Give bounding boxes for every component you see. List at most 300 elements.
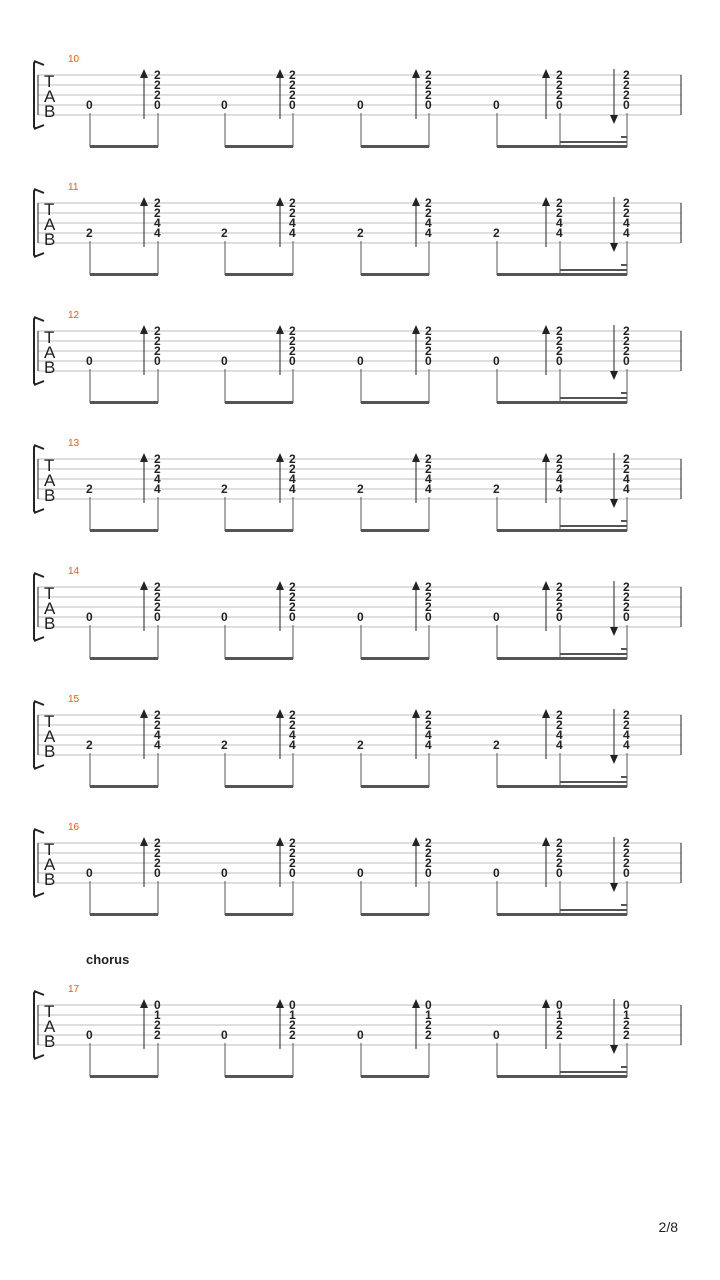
tab-note-bass: 0 xyxy=(357,98,364,112)
upstroke-arrow-icon xyxy=(140,453,148,462)
tab-note-chord: 2 xyxy=(556,836,563,850)
tab-note-chord: 0 xyxy=(289,610,296,624)
tab-note-chord: 4 xyxy=(556,472,563,486)
note-beam xyxy=(90,785,158,788)
tab-note-chord: 2 xyxy=(425,324,432,338)
tab-note-chord: 2 xyxy=(289,708,296,722)
tab-note-chord: 0 xyxy=(425,354,432,368)
tab-note-chord: 2 xyxy=(425,1028,432,1042)
note-beam xyxy=(497,273,627,276)
tab-note-chord: 2 xyxy=(623,196,630,210)
tab-note-bass: 0 xyxy=(357,1028,364,1042)
tab-note-chord: 4 xyxy=(425,482,432,496)
tab-note-chord: 4 xyxy=(556,738,563,752)
tab-clef-letter: A xyxy=(44,599,56,618)
tab-note-bass: 0 xyxy=(221,1028,228,1042)
tab-note-chord: 0 xyxy=(425,610,432,624)
tab-note-chord: 4 xyxy=(425,226,432,240)
tab-note-chord: 4 xyxy=(556,482,563,496)
tab-note-chord: 0 xyxy=(289,998,296,1012)
tab-clef-letter: A xyxy=(44,727,56,746)
tab-note-chord: 4 xyxy=(425,472,432,486)
measure-number: 16 xyxy=(68,822,80,833)
tab-note-bass: 2 xyxy=(357,738,364,752)
tab-note-chord: 2 xyxy=(556,462,563,476)
tab-note-bass: 0 xyxy=(357,610,364,624)
tab-note-chord: 2 xyxy=(623,580,630,594)
tab-note-chord: 4 xyxy=(289,482,296,496)
tab-note-chord: 2 xyxy=(425,856,432,870)
tab-clef-letter: T xyxy=(44,72,55,91)
note-beam xyxy=(90,401,158,404)
tab-clef-letter: B xyxy=(44,1032,56,1051)
tab-note-chord: 4 xyxy=(623,472,630,486)
upstroke-arrow-icon xyxy=(412,325,420,334)
tab-note-chord: 4 xyxy=(289,738,296,752)
tab-note-chord: 2 xyxy=(556,1028,563,1042)
bracket-top-hook xyxy=(34,829,44,833)
upstroke-arrow-icon xyxy=(276,837,284,846)
tab-note-bass: 2 xyxy=(357,482,364,496)
tab-note-bass: 2 xyxy=(86,226,93,240)
bracket-top-hook xyxy=(34,573,44,577)
note-beam-flag xyxy=(621,264,627,266)
downstroke-arrow-icon xyxy=(610,883,618,892)
upstroke-arrow-icon xyxy=(276,197,284,206)
upstroke-arrow-icon xyxy=(412,709,420,718)
tab-note-chord: 4 xyxy=(154,472,161,486)
tab-note-chord: 0 xyxy=(154,866,161,880)
tab-note-chord: 0 xyxy=(154,998,161,1012)
note-beam-flag xyxy=(621,520,627,522)
tab-clef-letter: T xyxy=(44,456,55,475)
tab-note-chord: 2 xyxy=(289,324,296,338)
tab-note-chord: 2 xyxy=(623,718,630,732)
tab-note-chord: 2 xyxy=(425,1018,432,1032)
tab-note-bass: 0 xyxy=(221,98,228,112)
tab-note-chord: 2 xyxy=(623,590,630,604)
note-beam-secondary xyxy=(560,1071,627,1073)
tab-note-chord: 2 xyxy=(154,718,161,732)
tab-note-chord: 2 xyxy=(154,856,161,870)
tab-note-chord: 2 xyxy=(425,88,432,102)
note-beam xyxy=(361,785,429,788)
tab-note-chord: 2 xyxy=(425,334,432,348)
bracket-bottom-hook xyxy=(34,637,44,641)
tab-note-chord: 2 xyxy=(154,452,161,466)
tab-note-chord: 2 xyxy=(289,846,296,860)
tab-clef-letter: A xyxy=(44,215,56,234)
tab-note-chord: 2 xyxy=(425,344,432,358)
tab-note-chord: 2 xyxy=(289,334,296,348)
tab-note-chord: 0 xyxy=(289,866,296,880)
tab-note-chord: 2 xyxy=(154,836,161,850)
note-beam-secondary xyxy=(560,781,627,783)
tab-note-chord: 4 xyxy=(289,728,296,742)
tab-note-bass: 0 xyxy=(493,1028,500,1042)
bracket-bottom-hook xyxy=(34,253,44,257)
tab-clef-letter: A xyxy=(44,87,56,106)
tab-note-chord: 2 xyxy=(425,206,432,220)
tab-note-bass: 0 xyxy=(221,610,228,624)
note-beam-secondary xyxy=(560,269,627,271)
tab-note-chord: 2 xyxy=(556,1018,563,1032)
bracket-bottom-hook xyxy=(34,509,44,513)
tab-note-chord: 2 xyxy=(289,68,296,82)
bracket-bottom-hook xyxy=(34,125,44,129)
tab-note-chord: 2 xyxy=(425,452,432,466)
tab-note-chord: 2 xyxy=(289,718,296,732)
note-beam xyxy=(90,529,158,532)
tab-clef-letter: T xyxy=(44,712,55,731)
tab-note-chord: 2 xyxy=(154,334,161,348)
tab-note-chord: 0 xyxy=(154,354,161,368)
tab-note-chord: 2 xyxy=(556,580,563,594)
upstroke-arrow-icon xyxy=(542,325,550,334)
bracket-top-hook xyxy=(34,991,44,995)
tab-note-chord: 4 xyxy=(425,728,432,742)
upstroke-arrow-icon xyxy=(140,69,148,78)
tab-note-chord: 4 xyxy=(556,728,563,742)
note-beam xyxy=(361,145,429,148)
tab-note-bass: 0 xyxy=(86,1028,93,1042)
tab-clef-letter: A xyxy=(44,471,56,490)
downstroke-arrow-icon xyxy=(610,115,618,124)
upstroke-arrow-icon xyxy=(276,69,284,78)
tab-note-chord: 2 xyxy=(154,600,161,614)
note-beam xyxy=(225,145,293,148)
tab-note-chord: 0 xyxy=(623,610,630,624)
note-beam xyxy=(361,913,429,916)
note-beam xyxy=(90,657,158,660)
tab-note-chord: 2 xyxy=(556,452,563,466)
tab-note-chord: 0 xyxy=(556,354,563,368)
downstroke-arrow-icon xyxy=(610,243,618,252)
tab-note-bass: 2 xyxy=(221,482,228,496)
upstroke-arrow-icon xyxy=(542,581,550,590)
tab-note-chord: 4 xyxy=(623,738,630,752)
tab-note-chord: 4 xyxy=(154,482,161,496)
tab-note-chord: 2 xyxy=(154,590,161,604)
upstroke-arrow-icon xyxy=(412,837,420,846)
note-beam xyxy=(497,913,627,916)
tab-note-chord: 4 xyxy=(556,226,563,240)
upstroke-arrow-icon xyxy=(276,581,284,590)
note-beam xyxy=(225,273,293,276)
upstroke-arrow-icon xyxy=(542,197,550,206)
upstroke-arrow-icon xyxy=(276,999,284,1008)
tab-note-chord: 2 xyxy=(556,68,563,82)
upstroke-arrow-icon xyxy=(140,581,148,590)
bracket-top-hook xyxy=(34,317,44,321)
tab-note-chord: 2 xyxy=(425,462,432,476)
page-number: 2/8 xyxy=(658,1219,678,1235)
note-beam-flag xyxy=(621,1066,627,1068)
tab-note-bass: 0 xyxy=(221,866,228,880)
note-beam-flag xyxy=(621,648,627,650)
tab-note-chord: 2 xyxy=(289,452,296,466)
bracket-top-hook xyxy=(34,61,44,65)
tab-clef-letter: B xyxy=(44,614,56,633)
tab-note-chord: 2 xyxy=(556,324,563,338)
tab-note-chord: 2 xyxy=(289,78,296,92)
tab-clef-letter: B xyxy=(44,870,56,889)
bracket-top-hook xyxy=(34,445,44,449)
tab-note-bass: 2 xyxy=(221,738,228,752)
downstroke-arrow-icon xyxy=(610,627,618,636)
tab-note-bass: 2 xyxy=(86,482,93,496)
note-beam xyxy=(225,657,293,660)
tab-note-chord: 2 xyxy=(289,462,296,476)
tab-note-chord: 0 xyxy=(154,98,161,112)
upstroke-arrow-icon xyxy=(542,69,550,78)
tab-clef-letter: B xyxy=(44,358,56,377)
system-bracket xyxy=(34,317,36,385)
tab-clef-letter: B xyxy=(44,102,56,121)
tab-note-chord: 0 xyxy=(556,98,563,112)
tab-note-chord: 2 xyxy=(623,1018,630,1032)
tab-note-chord: 4 xyxy=(623,482,630,496)
tab-note-chord: 2 xyxy=(154,462,161,476)
tab-clef-letter: B xyxy=(44,742,56,761)
tab-note-chord: 2 xyxy=(623,452,630,466)
tab-note-bass: 0 xyxy=(86,98,93,112)
note-beam-flag xyxy=(621,904,627,906)
tab-note-chord: 2 xyxy=(289,344,296,358)
tab-note-chord: 2 xyxy=(623,846,630,860)
tab-note-chord: 2 xyxy=(623,78,630,92)
tab-note-chord: 2 xyxy=(425,78,432,92)
tab-note-chord: 2 xyxy=(556,600,563,614)
tab-note-chord: 4 xyxy=(154,728,161,742)
tab-note-chord: 2 xyxy=(623,836,630,850)
tab-note-chord: 2 xyxy=(623,88,630,102)
tab-clef-letter: B xyxy=(44,230,56,249)
note-beam xyxy=(225,913,293,916)
tab-note-chord: 2 xyxy=(556,590,563,604)
tab-note-chord: 2 xyxy=(154,1018,161,1032)
tab-note-chord: 4 xyxy=(623,728,630,742)
tab-note-chord: 2 xyxy=(556,708,563,722)
tab-note-chord: 1 xyxy=(556,1008,563,1022)
tab-note-chord: 2 xyxy=(623,462,630,476)
tab-note-chord: 1 xyxy=(289,1008,296,1022)
tab-note-chord: 2 xyxy=(425,846,432,860)
bracket-top-hook xyxy=(34,701,44,705)
tab-clef-letter: T xyxy=(44,328,55,347)
note-beam-flag xyxy=(621,392,627,394)
upstroke-arrow-icon xyxy=(140,837,148,846)
tab-clef-letter: A xyxy=(44,855,56,874)
tab-note-chord: 0 xyxy=(425,998,432,1012)
note-beam-secondary xyxy=(560,141,627,143)
note-beam xyxy=(361,529,429,532)
upstroke-arrow-icon xyxy=(276,453,284,462)
system-bracket xyxy=(34,573,36,641)
upstroke-arrow-icon xyxy=(140,325,148,334)
tab-note-chord: 0 xyxy=(425,866,432,880)
tab-clef-letter: T xyxy=(44,1002,55,1021)
tab-note-chord: 2 xyxy=(623,324,630,338)
tab-clef-letter: B xyxy=(44,486,56,505)
note-beam xyxy=(497,657,627,660)
tab-note-chord: 4 xyxy=(154,738,161,752)
bracket-bottom-hook xyxy=(34,765,44,769)
tab-note-chord: 0 xyxy=(289,98,296,112)
tab-note-bass: 0 xyxy=(493,98,500,112)
tab-note-chord: 2 xyxy=(425,836,432,850)
tab-note-bass: 0 xyxy=(493,866,500,880)
tab-note-chord: 2 xyxy=(289,88,296,102)
downstroke-arrow-icon xyxy=(610,1045,618,1054)
tab-note-chord: 2 xyxy=(623,856,630,870)
note-beam xyxy=(90,913,158,916)
note-beam xyxy=(90,273,158,276)
tab-note-bass: 0 xyxy=(493,354,500,368)
tab-note-bass: 2 xyxy=(493,226,500,240)
system-bracket xyxy=(34,445,36,513)
tab-note-chord: 2 xyxy=(623,600,630,614)
tab-note-bass: 0 xyxy=(86,354,93,368)
measure-number: 17 xyxy=(68,984,80,995)
tab-clef-letter: T xyxy=(44,840,55,859)
tab-note-chord: 4 xyxy=(425,216,432,230)
tab-note-chord: 2 xyxy=(556,78,563,92)
note-beam xyxy=(497,529,627,532)
note-beam xyxy=(497,401,627,404)
tab-note-chord: 4 xyxy=(289,472,296,486)
upstroke-arrow-icon xyxy=(140,709,148,718)
tab-note-chord: 2 xyxy=(623,206,630,220)
upstroke-arrow-icon xyxy=(412,197,420,206)
tab-note-chord: 2 xyxy=(556,334,563,348)
measure-number: 12 xyxy=(68,310,80,321)
tab-note-chord: 2 xyxy=(623,334,630,348)
tab-note-chord: 2 xyxy=(556,88,563,102)
tab-note-chord: 2 xyxy=(154,206,161,220)
note-beam xyxy=(361,273,429,276)
system-bracket xyxy=(34,991,36,1059)
downstroke-arrow-icon xyxy=(610,755,618,764)
tab-note-chord: 2 xyxy=(556,718,563,732)
upstroke-arrow-icon xyxy=(140,999,148,1008)
tab-note-chord: 0 xyxy=(556,610,563,624)
note-beam xyxy=(225,1075,293,1078)
bracket-bottom-hook xyxy=(34,1055,44,1059)
tab-note-chord: 4 xyxy=(154,226,161,240)
measure-number: 15 xyxy=(68,694,80,705)
measure-number: 11 xyxy=(68,182,79,193)
tab-note-chord: 2 xyxy=(623,708,630,722)
note-beam xyxy=(225,529,293,532)
tab-note-chord: 2 xyxy=(289,1018,296,1032)
tab-note-chord: 2 xyxy=(623,68,630,82)
section-label: chorus xyxy=(86,952,130,967)
tab-note-chord: 2 xyxy=(425,590,432,604)
tab-note-chord: 0 xyxy=(623,866,630,880)
note-beam xyxy=(361,657,429,660)
tab-note-bass: 0 xyxy=(86,610,93,624)
note-beam-secondary xyxy=(560,397,627,399)
tab-note-chord: 2 xyxy=(623,1028,630,1042)
note-beam xyxy=(497,145,627,148)
tab-clef-letter: T xyxy=(44,200,55,219)
tab-note-chord: 2 xyxy=(425,580,432,594)
tab-note-chord: 4 xyxy=(154,216,161,230)
tab-note-chord: 0 xyxy=(289,354,296,368)
tab-clef-letter: A xyxy=(44,1017,56,1036)
tab-note-chord: 2 xyxy=(154,846,161,860)
tab-note-chord: 4 xyxy=(556,216,563,230)
tab-note-chord: 0 xyxy=(556,866,563,880)
tab-note-chord: 2 xyxy=(289,580,296,594)
tab-note-chord: 2 xyxy=(425,600,432,614)
upstroke-arrow-icon xyxy=(412,999,420,1008)
tab-note-chord: 2 xyxy=(556,344,563,358)
tab-clef-letter: T xyxy=(44,584,55,603)
note-beam-secondary xyxy=(560,909,627,911)
note-beam xyxy=(225,401,293,404)
system-bracket xyxy=(34,189,36,257)
downstroke-arrow-icon xyxy=(610,499,618,508)
measure-number: 13 xyxy=(68,438,80,449)
tab-note-bass: 0 xyxy=(221,354,228,368)
tab-note-chord: 2 xyxy=(154,580,161,594)
tab-clef-letter: A xyxy=(44,343,56,362)
note-beam-secondary xyxy=(560,653,627,655)
tab-note-bass: 2 xyxy=(221,226,228,240)
tab-note-chord: 1 xyxy=(425,1008,432,1022)
tab-note-chord: 0 xyxy=(425,98,432,112)
tab-note-chord: 0 xyxy=(623,354,630,368)
tab-note-chord: 2 xyxy=(154,344,161,358)
tab-note-chord: 1 xyxy=(154,1008,161,1022)
note-beam-flag xyxy=(621,136,627,138)
tab-note-chord: 2 xyxy=(425,718,432,732)
tab-note-chord: 2 xyxy=(556,856,563,870)
tab-note-chord: 2 xyxy=(289,856,296,870)
tab-note-chord: 2 xyxy=(154,324,161,338)
tab-note-chord: 2 xyxy=(154,68,161,82)
tab-note-chord: 2 xyxy=(556,206,563,220)
upstroke-arrow-icon xyxy=(412,581,420,590)
note-beam xyxy=(497,1075,627,1078)
tab-note-chord: 2 xyxy=(425,68,432,82)
tab-note-chord: 2 xyxy=(289,206,296,220)
upstroke-arrow-icon xyxy=(542,837,550,846)
tab-note-chord: 0 xyxy=(154,610,161,624)
bracket-bottom-hook xyxy=(34,381,44,385)
tab-note-chord: 0 xyxy=(623,98,630,112)
tab-note-chord: 4 xyxy=(623,216,630,230)
upstroke-arrow-icon xyxy=(140,197,148,206)
system-bracket xyxy=(34,61,36,129)
note-beam xyxy=(90,1075,158,1078)
tab-note-bass: 0 xyxy=(357,866,364,880)
note-beam xyxy=(497,785,627,788)
note-beam-flag xyxy=(621,776,627,778)
measure-number: 10 xyxy=(68,54,80,65)
upstroke-arrow-icon xyxy=(412,453,420,462)
upstroke-arrow-icon xyxy=(276,325,284,334)
bracket-bottom-hook xyxy=(34,893,44,897)
upstroke-arrow-icon xyxy=(542,999,550,1008)
tab-note-chord: 2 xyxy=(289,1028,296,1042)
system-bracket xyxy=(34,701,36,769)
note-beam xyxy=(90,145,158,148)
note-beam-secondary xyxy=(560,525,627,527)
tab-note-chord: 2 xyxy=(289,600,296,614)
